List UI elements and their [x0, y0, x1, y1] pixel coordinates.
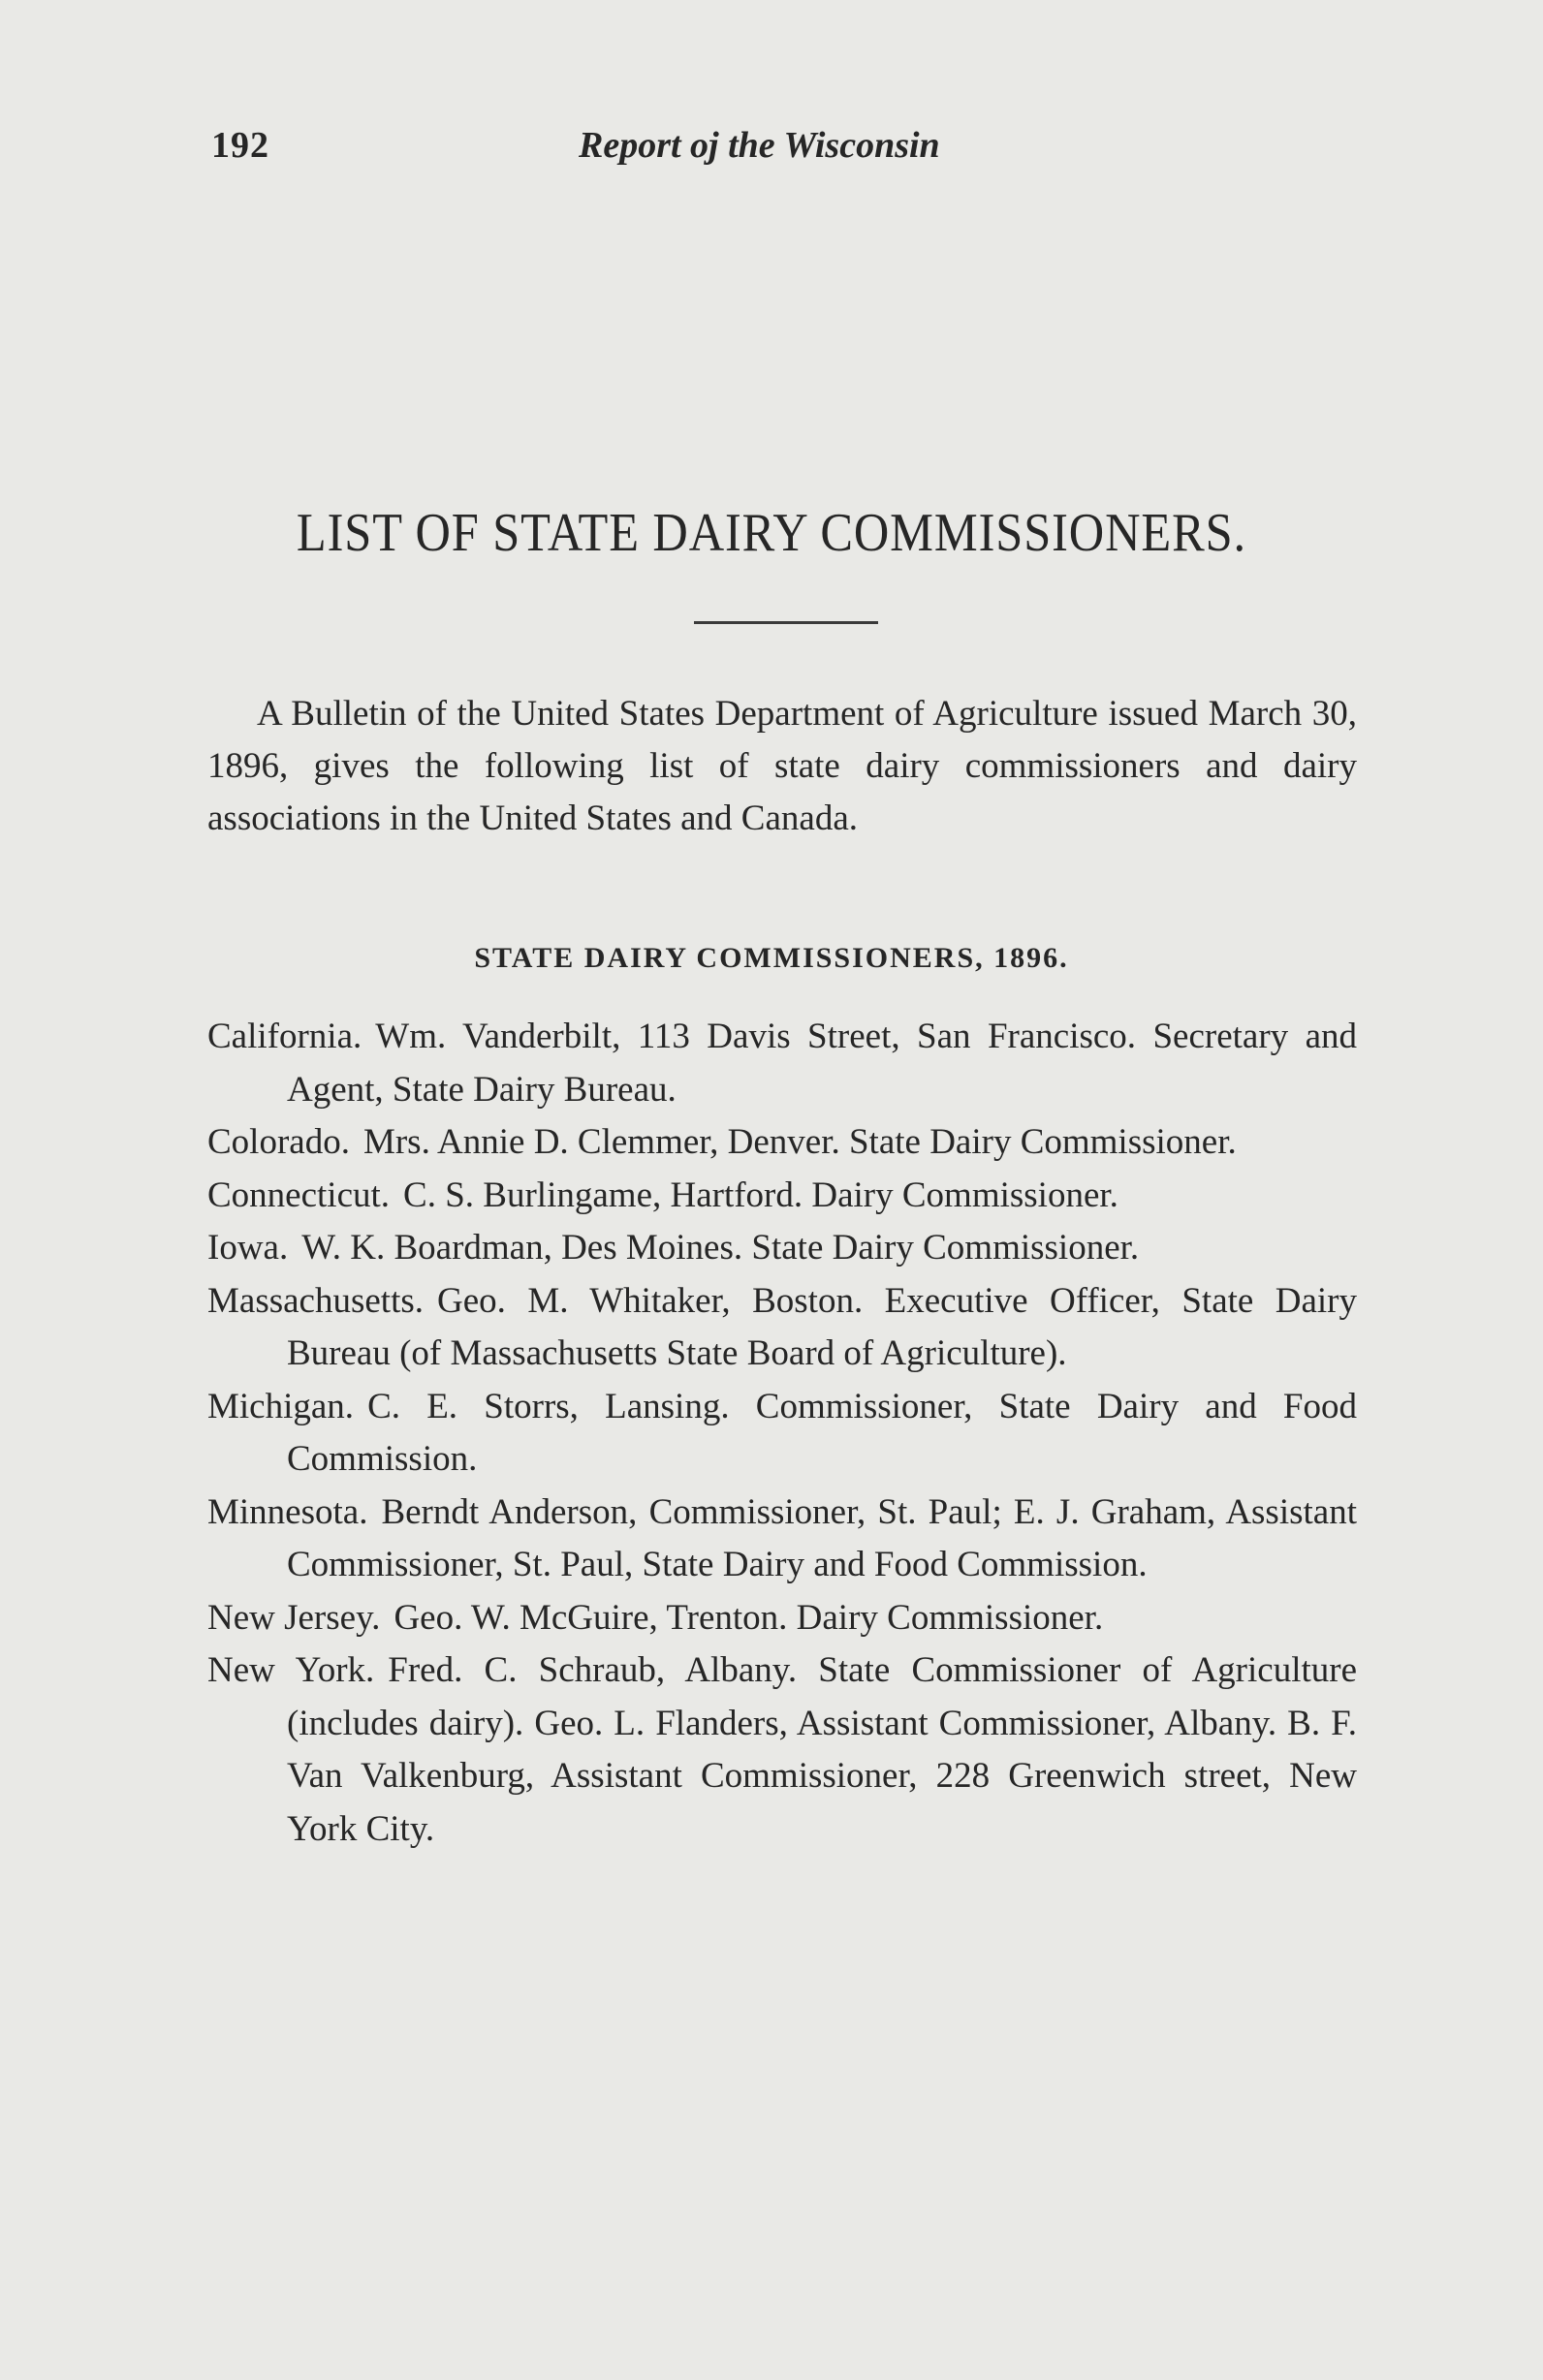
section-heading: STATE DAIRY COMMISSIONERS, 1896. [474, 942, 1069, 974]
entry-text: Berndt Anderson, Commissioner, St. Paul; E. J. Graham, Assistant Commissioner, St. Paul, State Dairy and Food Commission. [287, 1491, 1357, 1584]
entry-text: C. E. Storrs, Lansing. Commissioner, State Dairy and Food Commission. [287, 1386, 1357, 1479]
entry-text: Fred. C. Schraub, Albany. State Commissioner of Agriculture (includes dairy). Geo. L. Flanders, Assistant Commissioner, Albany. B. F. Van Valkenburg, Assistant Commissioner, 228 Greenwich street, New York City. [287, 1650, 1358, 1849]
entry-text: W. K. Boardman, Des Moines. State Dairy Commissioner. [301, 1228, 1140, 1268]
state-name: Iowa. [207, 1228, 289, 1268]
list-item [207, 1170, 1357, 1223]
list-item [207, 1275, 1357, 1381]
entry-text: Geo. M. Whitaker, Boston. Executive Officer, State Dairy Bureau (of Massachusetts State Board of Agriculture). [287, 1280, 1357, 1373]
state-name: Massachusetts. [207, 1280, 424, 1321]
intro-paragraph: A Bulletin of the United States Department of Agriculture issued March 30, 1896, gives the following list of state dairy commissioners and dairy associations in the United States and Canada. [207, 694, 1357, 838]
state-name: Minnesota. [207, 1491, 368, 1532]
state-name: Connecticut. [207, 1174, 391, 1215]
commissioner-list [207, 1011, 1357, 1856]
entry-text: Wm. Vanderbilt, 113 Davis Street, San Francisco. Secretary and Agent, State Dairy Bureau. [287, 1017, 1357, 1110]
page-title: LIST OF STATE DAIRY COMMISSIONERS. [296, 503, 1247, 563]
title-rule [694, 621, 878, 624]
list-item [207, 1592, 1357, 1645]
list-item [207, 1222, 1357, 1275]
state-name: California. [207, 1017, 362, 1056]
state-name: New Jersey. [207, 1597, 381, 1638]
state-name: Michigan. [207, 1386, 355, 1426]
list-item [207, 1011, 1357, 1116]
state-name: New York. [207, 1650, 375, 1690]
page-number: 192 [211, 125, 269, 166]
running-head: Report oj the Wisconsin [579, 125, 940, 166]
list-item [207, 1381, 1357, 1487]
entry-text: C. S. Burlingame, Hartford. Dairy Commissioner. [403, 1174, 1118, 1215]
list-item [207, 1116, 1357, 1170]
state-name: Colorado. [207, 1122, 350, 1162]
entry-text: Geo. W. McGuire, Trenton. Dairy Commissioner. [394, 1597, 1104, 1638]
entry-text: Mrs. Annie D. Clemmer, Denver. State Dairy Commissioner. [362, 1122, 1237, 1162]
list-item [207, 1644, 1357, 1856]
list-item [207, 1487, 1357, 1592]
